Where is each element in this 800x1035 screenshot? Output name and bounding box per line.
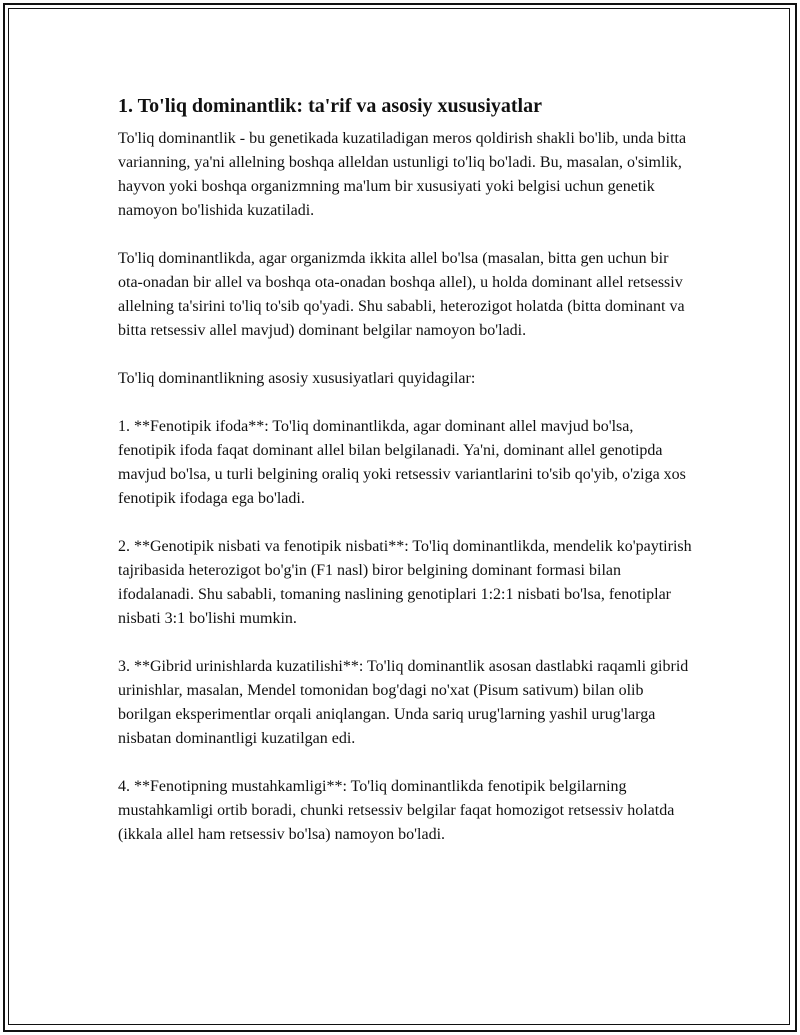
- paragraph-features-intro: To'liq dominantlikning asosiy xususiyatlari quyidagilar:: [118, 370, 476, 387]
- section-heading: 1. To'liq dominantlik: ta'rif va asosiy xususiyatlar: [118, 95, 542, 117]
- document-body: [118, 92, 693, 871]
- paragraph-feature-4: 4. **Fenotipning mustahkamligi**: To'liq dominantlikda fenotipik belgilarning mustahkamligi ortib boradi, chunki retsessiv belgilar faqat homozigot retsessiv holatda (ikkala allel ham retsessiv bo'lsa) namoyon bo'ladi.: [118, 778, 675, 843]
- paragraph-feature-1: 1. **Fenotipik ifoda**: To'liq dominantlikda, agar dominant allel mavjud bo'lsa, fenotipik ifoda faqat dominant allel bilan belgilanadi. Ya'ni, dominant allel genotipda mavjud bo'lsa, u turli belgining oraliq yoki retsessiv variantlarini to'sib qo'yib, o'ziga xos fenotipik ifodaga ega bo'ladi.: [118, 418, 686, 507]
- paragraph-definition: To'liq dominantlik - bu genetikada kuzatiladigan meros qoldirish shakli bo'lib, unda bitta varianning, ya'ni allelning boshqa alleldan ustunligi to'liq bo'ladi. Bu, masalan, o'simlik, hayvon yoki boshqa organizmning ma'lum bir xususiyati yoki belgisi uchun genetik namoyon bo'lishida kuzatiladi.: [118, 130, 687, 219]
- paragraph-feature-3: 3. **Gibrid urinishlarda kuzatilishi**: To'liq dominantlik asosan dastlabki raqamli gibrid urinishlar, masalan, Mendel tomonidan bog'dagi no'xat (Pisum sativum) bilan olib borilgan eksperimentlar orqali aniqlangan. Unda sariq urug'larning yashil urug'larga nisbatan dominantligi kuzatilgan edi.: [118, 658, 689, 747]
- paragraph-feature-2: 2. **Genotipik nisbati va fenotipik nisbati**: To'liq dominantlikda, mendelik ko'paytirish tajribasida heterozigot bo'g'in (F1 nasl) biror belgining dominant formasi bilan ifodalanadi. Shu sababli, tomaning naslining genotiplari 1:2:1 nisbati bo'lsa, fenotiplar nisbati 3:1 bo'lishi mumkin.: [118, 538, 692, 627]
- paragraph-heterozygote: To'liq dominantlikda, agar organizmda ikkita allel bo'lsa (masalan, bitta gen uchun bir ota-onadan bir allel va boshqa ota-onadan boshqa allel), u holda dominant allel retsessiv allelning ta'sirini to'liq to'sib qo'yadi. Shu sababli, heterozigot holatda (bitta dominant va bitta retsessiv allel mavjud) dominant belgilar namoyon bo'ladi.: [118, 250, 685, 339]
